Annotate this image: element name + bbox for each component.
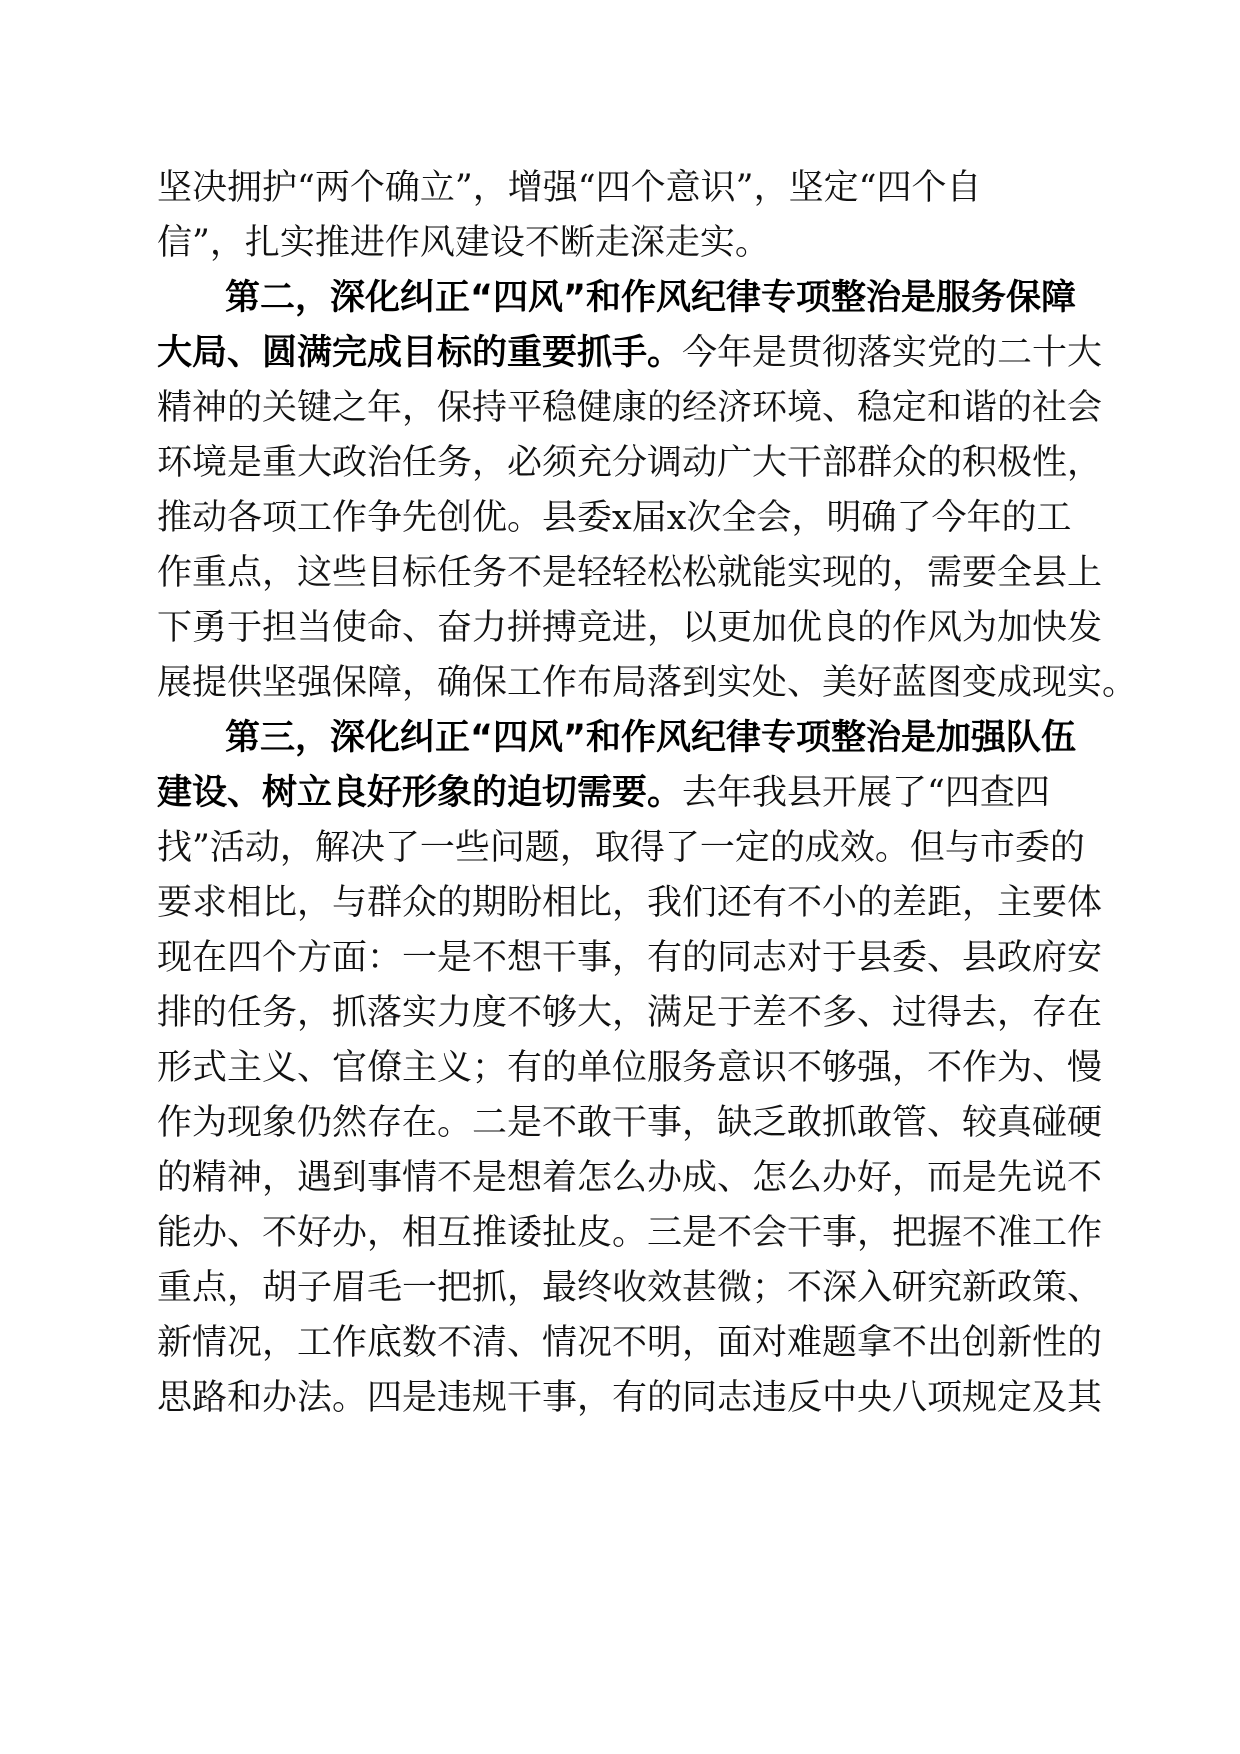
paragraph-3-body-line: 新情况，工作底数不清、情况不明，面对难题拿不出创新性的: [157, 1323, 1103, 1363]
paragraph-3-line-2: [157, 773, 1050, 813]
paragraph-2-body-line: 精神的关键之年，保持平稳健康的经济环境、稳定和谐的社会: [157, 388, 1103, 428]
paragraph-2-heading-end: 大局、圆满完成目标的重要抓手。: [157, 333, 683, 373]
paragraph-3-body-line: 排的任务，抓落实力度不够大，满足于差不多、过得去，存在: [157, 993, 1103, 1033]
paragraph-3-body-line: 重点，胡子眉毛一把抓，最终收效甚微；不深入研究新政策、: [157, 1268, 1103, 1308]
paragraph-2-body-start: 今年是贯彻落实党的二十大: [682, 333, 1103, 373]
paragraph-2-body-line: 环境是重大政治任务，必须充分调动广大干部群众的积极性，: [157, 443, 1103, 483]
paragraph-3-body-line: 作为现象仍然存在。二是不敢干事，缺乏敢抓敢管、较真碰硬: [157, 1103, 1103, 1143]
paragraph-1-line-1: 坚决拥护“两个确立”，增强“四个意识”，坚定“四个自: [157, 168, 982, 208]
paragraph-2-heading: 第二，深化纠正“四风”和作风纪律专项整治是服务保障: [225, 278, 1077, 318]
paragraph-1-line-2: 信”，扎实推进作风建设不断走深走实。: [157, 223, 770, 263]
paragraph-2-body-line: 推动各项工作争先创优。县委x届x次全会，明确了今年的工: [157, 498, 1072, 538]
paragraph-3-body-line: 能办、不好办，相互推诿扯皮。三是不会干事，把握不准工作: [157, 1213, 1103, 1253]
paragraph-3-body-line: 现在四个方面：一是不想干事，有的同志对于县委、县政府安: [157, 938, 1103, 978]
paragraph-3-body-start: 去年我县开展了“四查四: [682, 773, 1050, 813]
paragraph-3-body-line: 形式主义、官僚主义；有的单位服务意识不够强，不作为、慢: [157, 1048, 1103, 1088]
paragraph-2-body-line: 展提供坚强保障，确保工作布局落到实处、美好蓝图变成现实。: [157, 663, 1138, 703]
paragraph-3-body-line: 找”活动，解决了一些问题，取得了一定的成效。但与市委的: [157, 828, 1085, 868]
paragraph-3-heading-end: 建设、树立良好形象的迫切需要。: [157, 773, 683, 813]
paragraph-3-body-line: 的精神，遇到事情不是想着怎么办成、怎么办好，而是先说不: [157, 1158, 1103, 1198]
paragraph-2-line-2: [157, 333, 1102, 373]
paragraph-2-heading-line-1: [225, 278, 1076, 318]
paragraph-2-body-line: 作重点，这些目标任务不是轻轻松松就能实现的，需要全县上: [157, 553, 1103, 593]
paragraph-3-heading: 第三，深化纠正“四风”和作风纪律专项整治是加强队伍: [225, 718, 1077, 758]
paragraph-3-body-line: 思路和办法。四是违规干事，有的同志违反中央八项规定及其: [157, 1378, 1103, 1418]
paragraph-2-body-line: 下勇于担当使命、奋力拼搏竞进，以更加优良的作风为加快发: [157, 608, 1103, 648]
paragraph-3-heading-line-1: [225, 718, 1076, 758]
paragraph-3-body-line: 要求相比，与群众的期盼相比，我们还有不小的差距，主要体: [157, 883, 1103, 923]
